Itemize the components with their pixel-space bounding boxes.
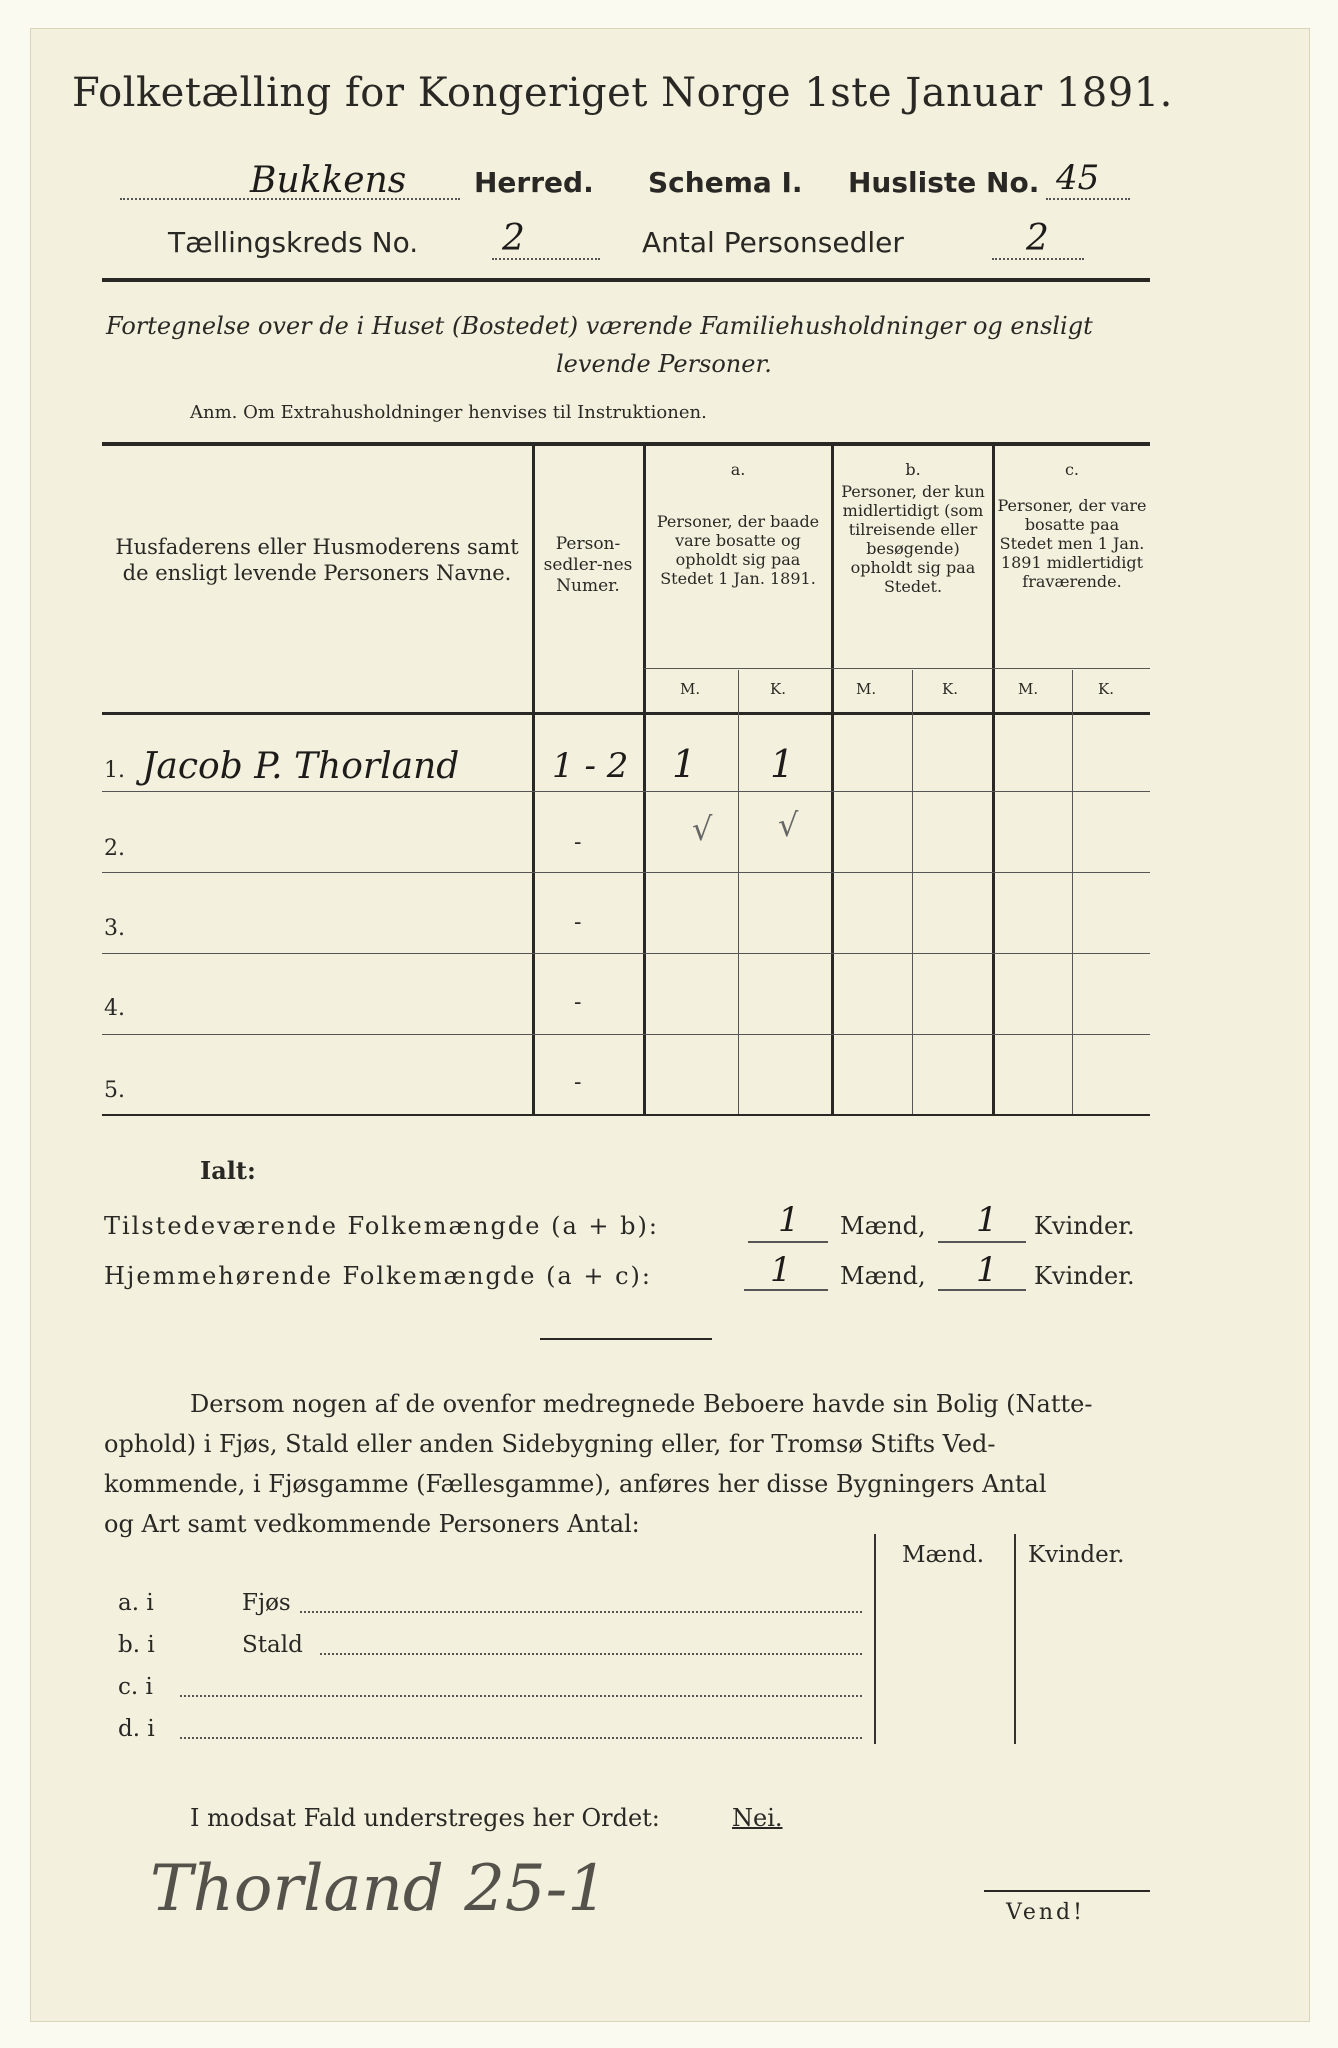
extra-para-line1: Dersom nogen af de ovenfor medregnede Beboere havde sin Bolig (Natte- xyxy=(190,1390,1093,1418)
table-bottom-rule xyxy=(102,1114,1150,1116)
row-a-m: 1 xyxy=(672,742,697,786)
nei-word: Nei. xyxy=(732,1804,783,1832)
tilstede-kvinder: Kvinder. xyxy=(1034,1212,1135,1240)
extra-maend-header: Mænd. xyxy=(902,1542,985,1568)
row-number: 5. xyxy=(104,1078,125,1103)
kreds-label: Tællingskreds No. xyxy=(168,226,419,259)
row-number: 1. xyxy=(104,758,125,783)
husliste-value: 45 xyxy=(1056,158,1100,198)
hjemme-kvinder: Kvinder. xyxy=(1034,1262,1135,1290)
tilstede-k-line xyxy=(938,1240,1026,1243)
tilstede-label: Tilstedeværende Folkemængde (a + b): xyxy=(104,1212,659,1240)
personsedler-label: Antal Personsedler xyxy=(642,226,904,259)
header-b-text: Personer, der kun midlertidigt (som tilreisende eller besøgende) opholdt sig paa Stedet. xyxy=(841,482,985,596)
extra-item-label: Stald xyxy=(242,1632,303,1658)
header-c-m: M. xyxy=(1018,680,1039,698)
hjemme-m-value: 1 xyxy=(770,1250,792,1290)
kreds-value: 2 xyxy=(502,218,525,259)
row-line-3 xyxy=(102,953,1150,954)
extra-item-dotline xyxy=(180,1694,862,1697)
tilstede-k-value: 1 xyxy=(976,1200,998,1240)
hjemme-label: Hjemmehørende Folkemængde (a + c): xyxy=(104,1262,652,1290)
schema-label: Schema I. xyxy=(648,166,803,199)
extra-divider-1 xyxy=(874,1534,876,1744)
row-a-k: √ xyxy=(778,806,799,844)
extra-para-line2: ophold) i Fjøs, Stald eller anden Sidebygning eller, for Tromsø Stifts Ved- xyxy=(104,1430,996,1458)
row-line-4 xyxy=(102,1034,1150,1035)
vend-label: Vend! xyxy=(1006,1900,1085,1925)
header-a-k: K. xyxy=(770,680,786,698)
row-a-k: 1 xyxy=(770,742,795,786)
row-line-1 xyxy=(102,791,1150,792)
separator-rule xyxy=(540,1338,712,1340)
header-numer: Person-sedler-nes Numer. xyxy=(543,534,633,596)
header-b-m: M. xyxy=(856,680,877,698)
hjemme-maend: Mænd, xyxy=(840,1262,926,1290)
row-a-m: √ xyxy=(692,810,713,848)
col-divider-c-mk xyxy=(1072,670,1073,1114)
col-divider-numer xyxy=(643,444,646,1114)
footer-handwriting: Thorland 25-1 xyxy=(150,1852,608,1926)
header-a-text: Personer, der baade vare bosatte og opholdt sig paa Stedet 1 Jan. 1891. xyxy=(656,512,820,588)
header-b-k: K. xyxy=(942,680,958,698)
col-divider-b-mk xyxy=(912,670,913,1114)
extra-para-line3: kommende, i Fjøsgamme (Fællesgamme), anføres her disse Bygningers Antal xyxy=(104,1470,1047,1498)
row-name: Jacob P. Thorland xyxy=(142,746,460,787)
row-numer: 1 - 2 xyxy=(552,746,629,786)
col-divider-a-mk xyxy=(738,670,739,1114)
extra-para-line4: og Art samt vedkommende Personers Antal: xyxy=(104,1510,640,1538)
header-c-k: K. xyxy=(1098,680,1114,698)
header-b-letter: b. xyxy=(905,460,921,479)
herred-value: Bukkens xyxy=(250,160,407,201)
extra-divider-2 xyxy=(1014,1534,1016,1744)
extra-item-label: Fjøs xyxy=(242,1590,291,1616)
row-number: 4. xyxy=(104,996,125,1021)
extra-item-dotline xyxy=(300,1610,862,1613)
header-c-text: Personer, der vare bosatte paa Stedet men 1 Jan. 1891 midlertidigt fraværende. xyxy=(997,496,1147,591)
husliste-label: Husliste No. xyxy=(848,166,1040,199)
row-number: 2. xyxy=(104,836,125,861)
personsedler-value: 2 xyxy=(1026,218,1049,259)
row-line-2 xyxy=(102,872,1150,873)
extra-item-letter: d. i xyxy=(118,1716,155,1742)
vend-rule xyxy=(984,1890,1150,1892)
extra-item-letter: a. i xyxy=(118,1590,154,1616)
row-numer: - xyxy=(574,910,582,935)
mk-header-rule xyxy=(644,668,1150,669)
intro-line1: Fortegnelse over de i Huset (Bostedet) værende Familiehusholdninger og ensligt xyxy=(106,312,1093,340)
col-divider-b xyxy=(992,444,995,1114)
row-numer: - xyxy=(574,830,582,855)
extra-item-dotline xyxy=(320,1652,862,1655)
tilstede-m-value: 1 xyxy=(778,1200,800,1240)
herred-label: Herred. xyxy=(474,166,594,199)
col-divider-a xyxy=(831,444,834,1114)
ialt-label: Ialt: xyxy=(200,1156,256,1185)
intro-note: Anm. Om Extrahusholdninger henvises til Instruktionen. xyxy=(190,402,707,423)
header-a-m: M. xyxy=(680,680,701,698)
col-divider-names xyxy=(532,444,535,1114)
hjemme-k-value: 1 xyxy=(976,1250,998,1290)
tilstede-maend: Mænd, xyxy=(840,1212,926,1240)
row-numer: - xyxy=(574,990,582,1015)
tilstede-m-line xyxy=(748,1240,828,1243)
header-a-letter: a. xyxy=(730,460,746,479)
modsat-label: I modsat Fald understreges her Ordet: xyxy=(190,1804,660,1832)
extra-item-letter: c. i xyxy=(118,1674,153,1700)
header-names: Husfaderens eller Husmoderens samt de ensligt levende Personers Navne. xyxy=(115,535,519,585)
extra-kvinder-header: Kvinder. xyxy=(1028,1542,1125,1568)
form-title: Folketælling for Kongeriget Norge 1ste Januar 1891. xyxy=(72,70,1173,116)
header-c-letter: c. xyxy=(1064,460,1080,479)
row-number: 3. xyxy=(104,916,125,941)
row-numer: - xyxy=(574,1070,582,1095)
extra-item-dotline xyxy=(180,1736,862,1739)
intro-line2: levende Personer. xyxy=(556,350,772,378)
header-rule xyxy=(102,278,1150,282)
extra-item-letter: b. i xyxy=(118,1632,155,1658)
